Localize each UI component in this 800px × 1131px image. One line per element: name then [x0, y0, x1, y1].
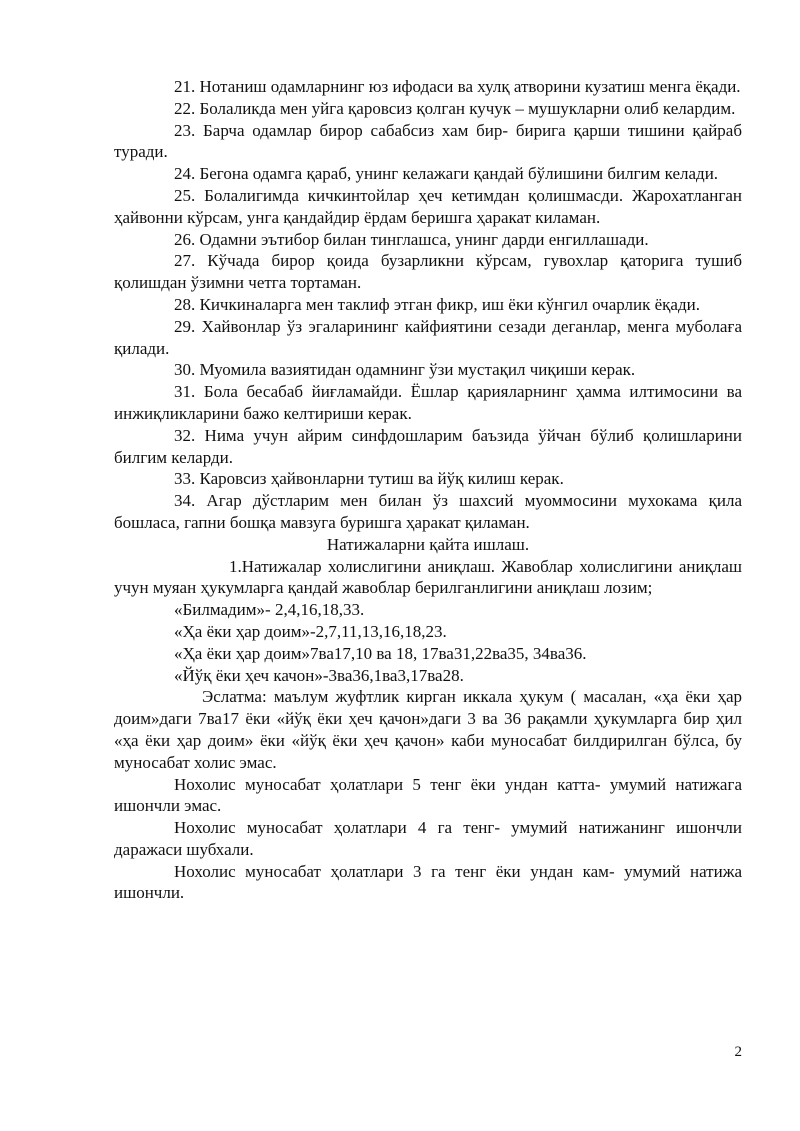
step-1-paragraph: 1.Натижалар холислигини аниқлаш. Жавоблар холислигини аниқлаш учун муяан ҳукумларга қандай жавоблар берилганлигини аниқлаш лозим; [114, 556, 742, 598]
list-item-28: 28. Кичкиналарга мен таклиф этган фикр, иш ёки кўнгил очарлик ёқади. [174, 294, 700, 314]
list-item-30: 30. Муомила вазиятидан одамнинг ўзи мустақил чиқиши керак. [174, 360, 636, 380]
section-title: Натижаларни қайта ишлаш. [326, 534, 530, 554]
rule-paragraph: Нохолис муносабат ҳолатлари 5 тенг ёки ундан катта- умумий натижага ишончли эмас. [114, 774, 742, 816]
list-item-24: 24. Бегона одамга қараб, унинг келажаги қандай бўлишини билгим келади. [174, 164, 719, 184]
list-item-29: 29. Хайвонлар ўз эгаларининг кайфиятини сезади деганлар, менга муболаға қилади. [114, 316, 742, 358]
key-no-never-pairs: «Йўқ ёки ҳеч качон»-3ва36,1ва3,17ва28. [174, 665, 464, 685]
list-item-32: 32. Нима учун айрим синфдошларим баъзида ўйчан бўлиб қолишларини билгим келарди. [114, 425, 742, 467]
key-yes-always-pairs: «Ҳа ёки ҳар доим»7ва17,10 ва 18, 17ва31,22ва35, 34ва36. [174, 643, 587, 663]
list-item-22: 22. Болаликда мен уйга қаровсиз қолган кучук – мушукларни олиб келардим. [174, 98, 736, 118]
list-item-31: 31. Бола бесабаб йиғламайди. Ёшлар қарияларнинг ҳамма илтимосини ва инжиқликларини бажо келтириши керак. [114, 382, 742, 423]
list-item-33: 33. Каровсиз ҳайвонларни тутиш ва йўқ килиш керак. [174, 469, 564, 489]
list-item-27: 27. Кўчада бирор қоида бузарликни кўрсам, гувохлар қаторига тушиб қолишдан ўзимни четга тортаман. [114, 251, 742, 293]
document-body [114, 76, 742, 904]
page-number: 2 [734, 1044, 742, 1060]
rule-paragraph: Нохолис муносабат ҳолатлари 3 га тенг ёки ундан кам- умумий натижа ишончли. [114, 861, 742, 903]
key-dont-know: «Билмадим»- 2,4,16,18,33. [174, 600, 365, 620]
list-item-34: 34. Агар дўстларим мен билан ўз шахсий муоммосини мухокама қила бошласа, гапни бошқа мавзуга буришга ҳаракат қиламан. [114, 491, 742, 532]
key-yes-always: «Ҳа ёки ҳар доим»-2,7,11,13,16,18,23. [174, 621, 447, 641]
list-item-26: 26. Одамни эътибор билан тинглашса, унинг дарди енгиллашади. [174, 229, 649, 249]
note-paragraph: Эслатма: маълум жуфтлик кирган иккала ҳукум ( масалан, «ҳа ёки ҳар доим»даги 7ва17 ёки «йўқ ёки ҳеч қачон»даги 3 ва 36 рақамли ҳукумларга бир ҳил «ҳа ёки ҳар доим» ёки «йўқ ёки ҳеч қачон» каби муносабат билдирилган бўлса, бу муносабат холис эмас. [114, 687, 742, 772]
list-item-23: 23. Барча одамлар бирор сабабсиз хам бир- бирига қарши тишини қайраб туради. [114, 120, 742, 162]
list-item-25: 25. Болалигимда кичкинтойлар ҳеч кетимдан қолишмасди. Жарохатланган ҳайвонни кўрсам, унга қандайдир ёрдам беришга ҳаракат киламан. [114, 185, 742, 227]
rule-paragraph: Нохолис муносабат ҳолатлари 4 га тенг- умумий натижанинг ишончли даражаси шубхали. [114, 818, 742, 859]
list-item-21: 21. Нотаниш одамларнинг юз ифодаси ва хулқ атворини кузатиш менга ёқади. [174, 77, 741, 96]
